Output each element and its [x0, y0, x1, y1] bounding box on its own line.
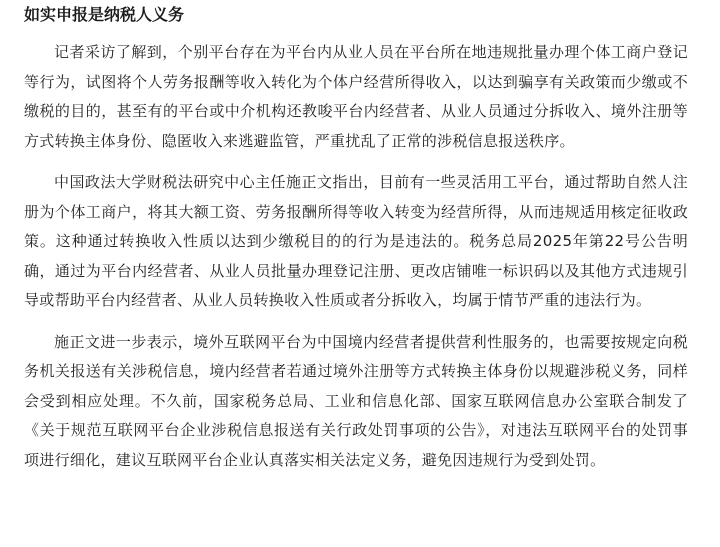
- section-heading: 如实申报是纳税人义务: [24, 5, 185, 24]
- paragraph-3: 施正文进一步表示，境外互联网平台为中国境内经营者提供营利性服务的，也需要按规定向税务机关报送有关涉税信息，境内经营者若通过境外注册等方式转换主体身份以规避涉税义务，同样会受到相应处理。不久前，国家税务总局、工业和信息化部、国家互联网信息办公室联合制发了《关于规范互联网平台企业涉税信息报送有关行政处罚事项的公告》，对违法互联网平台的处罚事项进行细化，建议互联网平台企业认真落实相关法定义务，避免因违规行为受到处罚。: [24, 332, 688, 469]
- article-body: [24, 0, 688, 475]
- paragraph-2: 中国政法大学财税法研究中心主任施正文指出，目前有一些灵活用工平台，通过帮助自然人注册为个体工商户，将其大额工资、劳务报酬所得等收入转变为经营所得，从而违规适用核定征收政策。这种通过转换收入性质以达到少缴税目的的行为是违法的。税务总局2025年第22号公告明确，通过为平台内经营者、从业人员批量办理登记注册、更改店铺唯一标识码以及其他方式违规引导或帮助平台内经营者、从业人员转换收入性质或者分拆收入，均属于情节严重的违法行为。: [24, 173, 688, 309]
- paragraph-1: 记者采访了解到，个别平台存在为平台内从业人员在平台所在地违规批量办理个体工商户登记等行为，试图将个人劳务报酬等收入转化为个体户经营所得收入，以达到骗享有关政策而少缴或不缴税的目的，甚至有的平台或中介机构还教唆平台内经营者、从业人员通过分拆收入、境外注册等方式转换主体身份、隐匿收入来逃避监管，严重扰乱了正常的涉税信息报送秩序。: [24, 43, 688, 150]
